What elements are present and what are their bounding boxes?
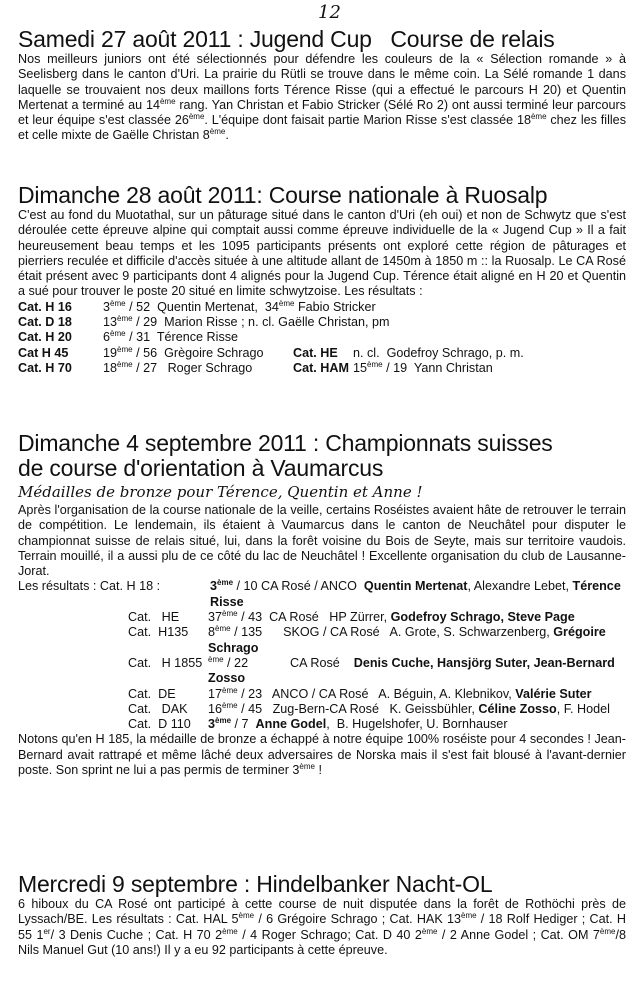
section-ruosalp [18, 183, 626, 376]
result-row: Cat. H 70 18ème / 27 Roger Schrago Cat. HAM 15ème / 19 Yann Christan [18, 359, 493, 375]
section-jugend-cup [18, 27, 626, 144]
result-row: Cat. H135 8ème / 135 SKOG / CA Rosé A. Grote, S. Schwarzenberg, Grégoire Schrago [128, 624, 606, 655]
result-row: Cat. D 18 13ème / 29 Marion Risse ; n. cl. Gaëlle Christan, pm [18, 314, 390, 330]
section-championnats [18, 431, 626, 778]
section-subtitle: Médailles de bronze pour Térence, Quentin et Anne ! [18, 483, 423, 501]
results-list [18, 579, 626, 732]
section-nacht-ol [18, 872, 626, 958]
section-text: Après l'organisation de la course nationale de la veille, certains Roséistes avaient hâte de retrouver le terrain de compétition. Le lendemain, ils étaient à Vaumarcus dans le canton de Neuchâtel pour disputer le championnat suisse de relais situé, lui, dans la forêt voisine du Bois de Seyte, mais sur territoire vaudois. Terrain mouillé, il a aussi plu de ce côté du lac de Neuchâtel ! Excellente organisation du club de Lausanne-Jorat. [18, 503, 626, 579]
section-text: Nos meilleurs juniors ont été sélectionnés pour défendre les couleurs de la « Sélection romande » à Seelisberg dans le canton d'Uri. La prairie du Rütli se trouve dans le même coin. La Sélé romande 1 dans laquelle se trouvaient nos deux maillons forts Térence Risse (qui a effectué le parcours H 20) et Quentin Mertenat a terminé au 14ème rang. Yan Christan et Fabio Stricker (Sélé Ro 2) ont aussi terminé leur parcours et leur équipe s'est classée 26ème. L'équipe dont faisait partie Marion Risse s'est classée 18ème chez les filles et celle mixte de Gaëlle Christan 8ème. [18, 52, 626, 143]
result-row: Cat. DE 17ème / 23 ANCO / CA Rosé A. Béguin, A. Klebnikov, Valérie Suter [128, 685, 592, 701]
section-title: Dimanche 28 août 2011: Course nationale à Ruosalp [18, 182, 548, 208]
result-row: Cat. H 16 3ème / 52 Quentin Mertenat, 34ème Fabio Stricker [18, 298, 376, 314]
section-title-line2: de course d'orientation à Vaumarcus [18, 455, 384, 481]
result-row: Cat. HE 37ème / 43 CA Rosé HP Zürrer, Godefroy Schrago, Steve Page [128, 609, 575, 625]
results-table [18, 300, 626, 376]
result-row: Cat. DAK 16ème / 45 Zug-Bern-CA Rosé K. Geissbühler, Céline Zosso, F. Hodel [128, 700, 610, 716]
section-text: 6 hiboux du CA Rosé ont participé à cette course de nuit disputée dans la forêt de Rothöchi près de Lyssach/BE. Les résultats : Cat. HAL 5ème / 6 Grégoire Schrago ; Cat. HAK 13ème / 18 Rolf Hediger ; Cat. H 55 1er/ 3 Denis Cuche ; Cat. H 70 2ème / 4 Roger Schrago; Cat. D 40 2ème / 2 Anne Godel ; Cat. OM 7ème/8 Nils Manuel Gut (10 ans!) Il y a eu 92 participants à cette épreuve. [18, 897, 626, 957]
result-row: Cat. H 20 6ème / 31 Térence Risse [18, 329, 239, 345]
section-outro: Notons qu'en H 185, la médaille de bronze a échappé à notre équipe 100% roséiste pour 4 secondes ! Jean-Bernard avait rattrapé et même lâché deux adversaires de Norska mais il s'est fait blousé à l'avant-dernier poste. Son sprint ne lui a pas permis de terminer 3ème ! [18, 732, 626, 778]
result-row: Les résultats : Cat. H 18 : 3ème / 10 CA Rosé / ANCO Quentin Mertenat, Alexandre Lebet, Térence Risse [18, 578, 621, 609]
result-row: Cat H 45 19ème / 56 Grègoire Schrago Cat. HE n. cl. Godefroy Schrago, p. m. [18, 344, 524, 360]
result-row: Cat. H 1855 $^{ème}$ / 22 CA Rosé Denis Cuche, Hansjörg Suter, Jean-Bernard Zosso [128, 654, 615, 686]
section-title: Mercredi 9 septembre : Hindelbanker Nacht-OL [18, 871, 493, 897]
section-title: Dimanche 4 septembre 2011 : Championnats suisses [18, 430, 553, 456]
page-number: 12 [318, 2, 341, 23]
section-title: Samedi 27 août 2011 : Jugend Cup Course de relais [18, 26, 555, 52]
section-text: C'est au fond du Muotathal, sur un pâturage situé dans le canton d'Uri (eh oui) et non de Schwytz que s'est déroulée cette épreuve alpine qui comptait aussi comme épreuve individuelle de la « Jugend Cup » Il a fait heureusement beau temps et les 1095 participants présents ont exploré cette région de pâturages et pierriers reculée et difficile d'accès située à une altitude allant de 1450m à 1850 m :: la Ruosalp. Le CA Rosé était présent avec 9 participants dont 4 alignés pour la Jugend Cup. Térence était aligné en H 20 et Quentin a sué pour trouver le poste 20 situé en limite schwytzoise. Les résultats : [18, 208, 626, 299]
result-row: Cat. D 110 3ème / 7 Anne Godel, B. Hugelshofer, U. Bornhauser [128, 716, 508, 732]
